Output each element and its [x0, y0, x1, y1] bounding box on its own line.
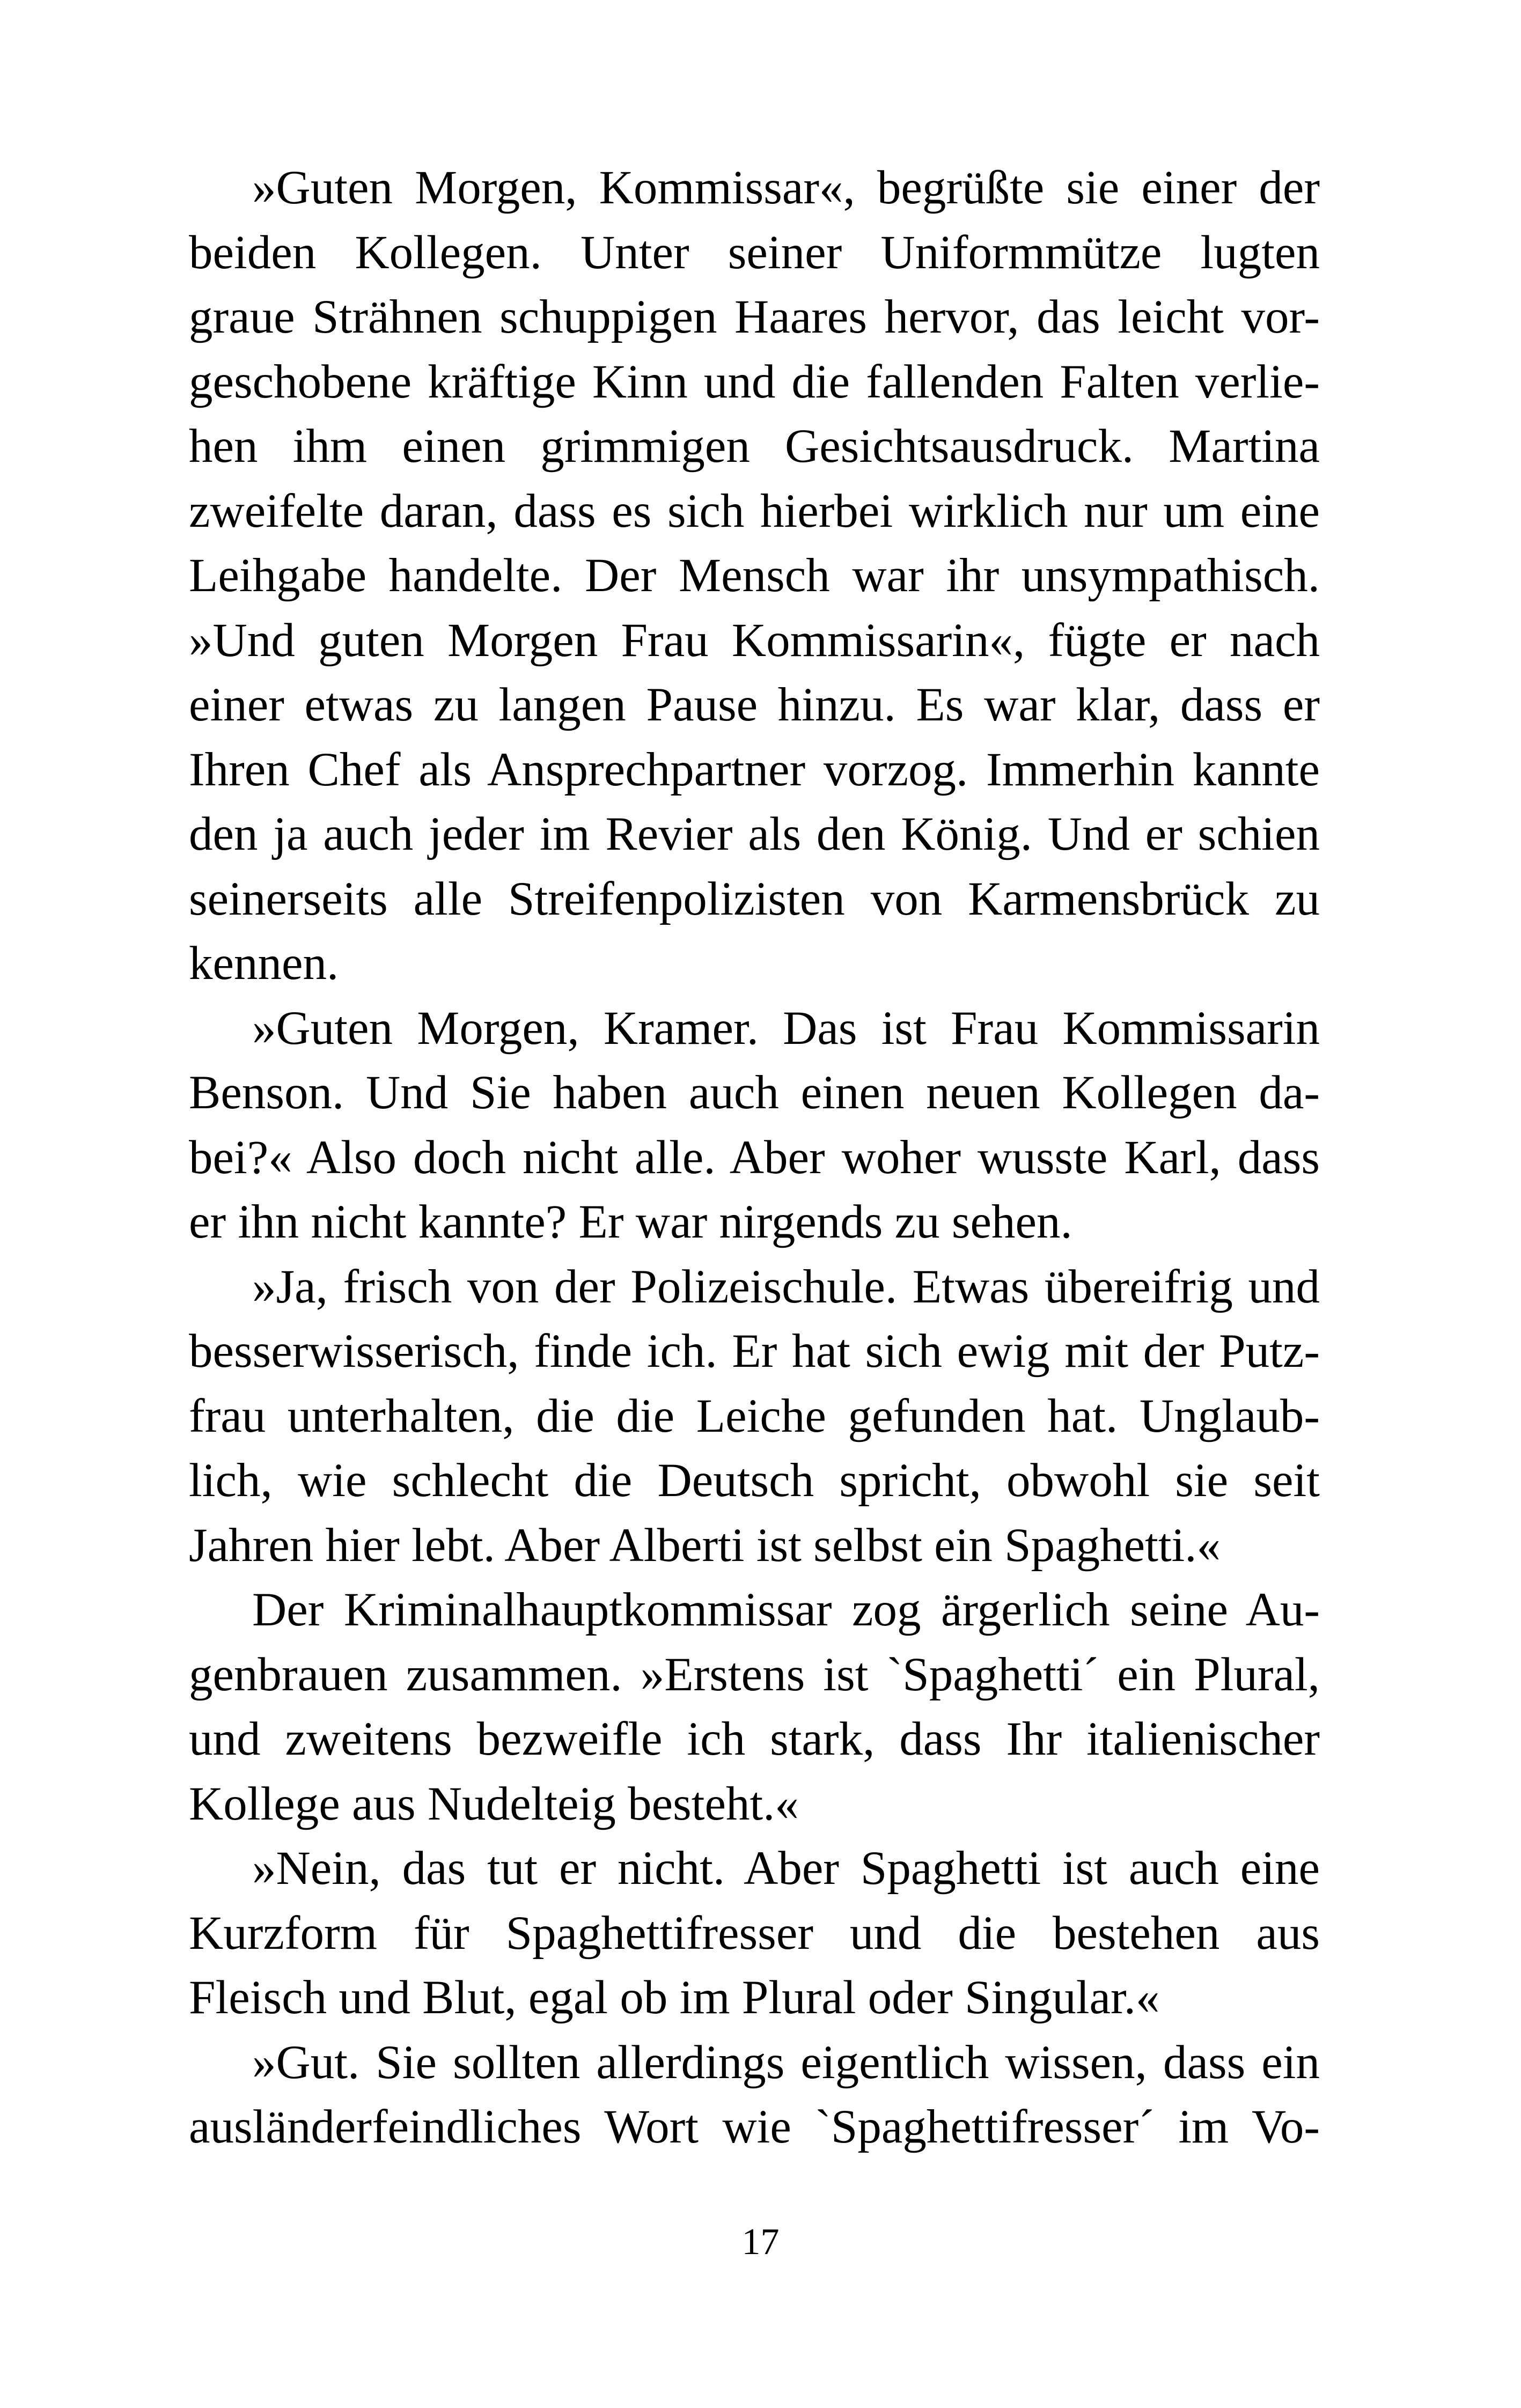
page-number: 17 — [741, 2221, 780, 2263]
text-line: und zweitens bezweifle ich stark, dass Ihr italienischer — [189, 1713, 1320, 1765]
text-line: Fleisch und Blut, egal ob im Plural oder Singular.« — [189, 1971, 1160, 2024]
text-line: »Guten Morgen, Kommissar«, begrüßte sie einer der — [252, 161, 1320, 214]
text-line: »Guten Morgen, Kramer. Das ist Frau Kommissarin — [252, 1002, 1320, 1055]
text-line: besserwisserisch, finde ich. Er hat sich ewig mit der Putz- — [189, 1325, 1320, 1378]
text-line: ausländerfeindliches Wort wie `Spaghettifresser´ im Vo- — [189, 2101, 1320, 2153]
text-line: frau unterhalten, die die Leiche gefunden hat. Unglaub- — [189, 1389, 1320, 1442]
text-line: »Nein, das tut er nicht. Aber Spaghetti ist auch eine — [252, 1842, 1320, 1895]
text-line: Der Kriminalhauptkommissar zog ärgerlich seine Au- — [252, 1584, 1320, 1636]
text-line: »Und guten Morgen Frau Kommissarin«, fügte er nach — [189, 614, 1320, 667]
text-line: Kurzform für Spaghettifresser und die bestehen aus — [189, 1906, 1320, 1960]
text-line: bei?« Also doch nicht alle. Aber woher wusste Karl, dass — [189, 1131, 1320, 1184]
text-line: graue Strähnen schuppigen Haares hervor, das leicht vor- — [189, 291, 1320, 343]
text-line: lich, wie schlecht die Deutsch spricht, obwohl sie seit — [189, 1454, 1320, 1507]
body-text — [189, 156, 1320, 2160]
text-line: Ihren Chef als Ansprechpartner vorzog. Immerhin kannte — [189, 743, 1320, 796]
text-line: kennen. — [189, 937, 339, 990]
text-line: beiden Kollegen. Unter seiner Uniformmütze lugten — [189, 226, 1320, 279]
text-line: Benson. Und Sie haben auch einen neuen Kollegen da- — [189, 1066, 1320, 1119]
text-line: seinerseits alle Streifenpolizisten von Karmensbrück zu — [189, 872, 1320, 925]
text-line: »Ja, frisch von der Polizeischule. Etwas übereifrig und — [252, 1260, 1320, 1313]
text-line: den ja auch jeder im Revier als den König. Und er schien — [189, 808, 1320, 860]
text-line: er ihn nicht kannte? Er war nirgends zu sehen. — [189, 1196, 1072, 1248]
text-line: Leihgabe handelte. Der Mensch war ihr unsympathisch. — [189, 549, 1320, 602]
text-line: einer etwas zu langen Pause hinzu. Es war klar, dass er — [189, 679, 1320, 731]
text-line: Kollege aus Nudelteig besteht.« — [189, 1777, 799, 1830]
text-line: »Gut. Sie sollten allerdings eigentlich wissen, dass ein — [252, 2036, 1320, 2089]
text-line: genbrauen zusammen. »Erstens ist `Spaghetti´ ein Plural, — [189, 1648, 1320, 1701]
text-line: zweifelte daran, dass es sich hierbei wirklich nur um eine — [189, 484, 1320, 537]
text-line: geschobene kräftige Kinn und die fallenden Falten verlie- — [189, 355, 1320, 408]
text-line: hen ihm einen grimmigen Gesichtsausdruck. Martina — [189, 420, 1320, 473]
text-line: Jahren hier lebt. Aber Alberti ist selbst ein Spaghetti.« — [189, 1519, 1221, 1572]
